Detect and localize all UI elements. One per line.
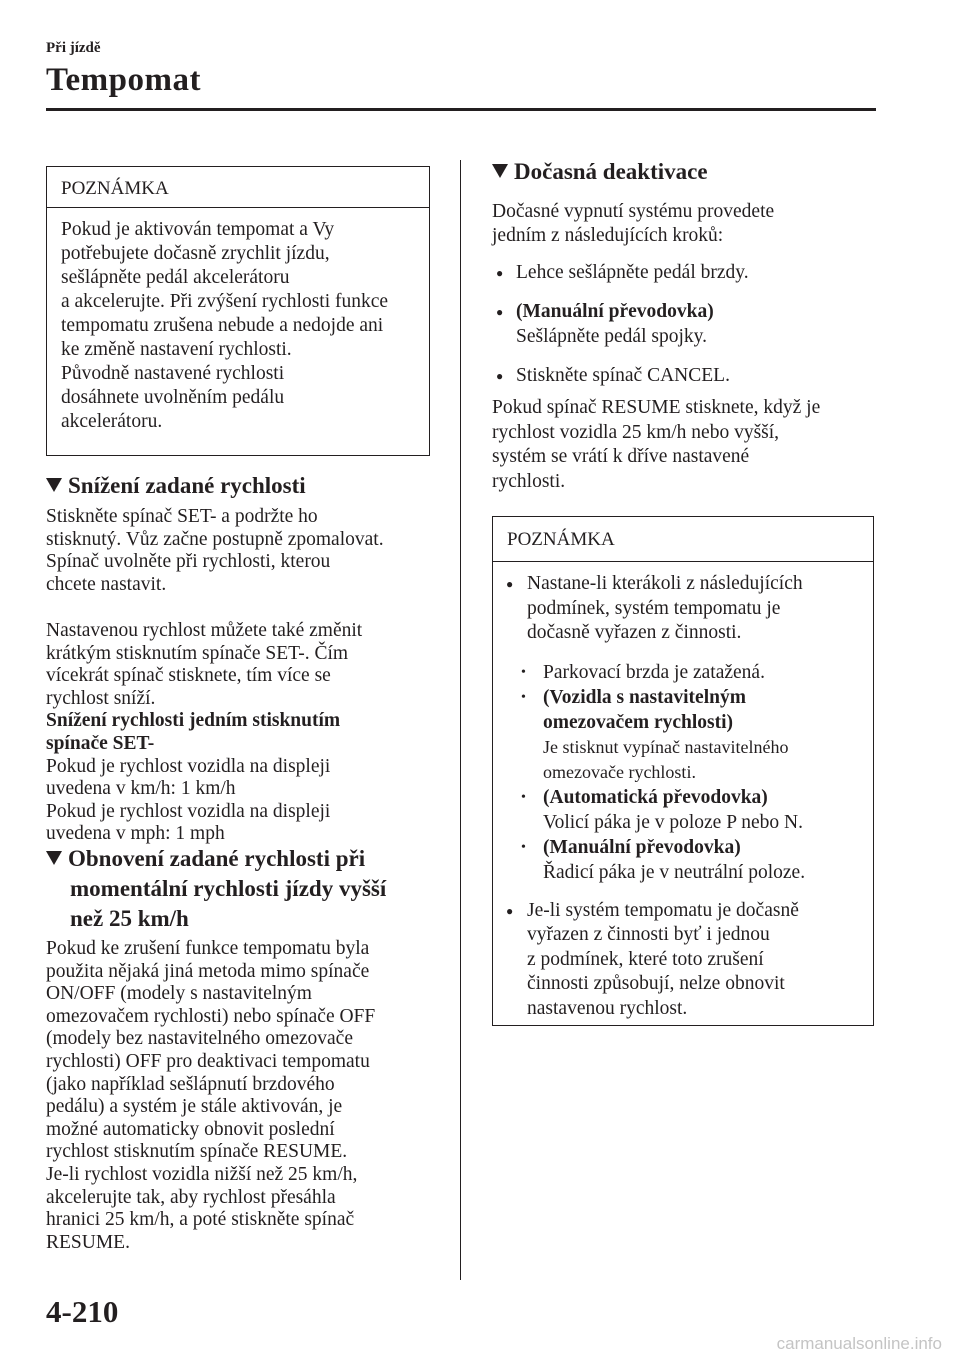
text-line: možné automaticky obnovit poslední [46, 1118, 335, 1140]
note-bullet [503, 572, 863, 646]
bold-text-line: Snížení rychlosti jedním stisknutím [46, 710, 341, 732]
note-heading: POZNÁMKA [61, 178, 169, 199]
heading-text: Obnovení zadané rychlosti při [68, 846, 366, 871]
text-line: Je-li systém tempomatu je dočasně [527, 899, 799, 921]
text-line: Dočasné vypnutí systému provedete [492, 201, 775, 222]
bullet-icon: ● [506, 903, 514, 918]
column-divider [460, 160, 461, 1280]
note-body [47, 208, 429, 444]
heading-resume [46, 844, 456, 934]
text-line: hranici 25 km/h, a poté stiskněte spínač [46, 1209, 355, 1231]
text-line: a akcelerujte. Při zvýšení rychlosti funkce [61, 291, 389, 312]
page-number: 4-210 [46, 1294, 119, 1329]
text-line: omezovače rychlosti. [543, 761, 696, 782]
text-line: Nastane-li kterákoli z následujících [527, 573, 803, 594]
paragraph-resume [46, 938, 456, 1254]
triangle-icon [492, 164, 508, 178]
bold-text-line: spínače SET- [46, 732, 155, 754]
text-line: rychlost stisknutím spínače RESUME. [46, 1141, 348, 1163]
text-line: potřebujete dočasně zrychlit jízdu, [61, 243, 330, 264]
bullet-bold: (Manuální převodovka) [516, 301, 714, 322]
text-line: podmínek, systém tempomatu je [527, 597, 781, 619]
bullet-icon: ● [506, 577, 514, 591]
paragraph-deact-after [492, 396, 882, 494]
triangle-icon [46, 478, 62, 492]
text-line: vícekrát spínač stisknete, tím více se [46, 665, 331, 687]
text-line: tempomatu zrušena nebude a nedojde ani [61, 315, 384, 336]
bullet-icon: • [521, 789, 526, 805]
text-line: činnosti způsobují, nelze obnovit [527, 973, 785, 994]
text-line: akcelerujte tak, aby rychlost přesáhla [46, 1186, 336, 1208]
bullet-icon: ● [496, 305, 504, 319]
text-line: Pokud spínač RESUME stisknete, když je [492, 397, 821, 418]
note-bullet [503, 899, 863, 1022]
text-line: nastavenou rychlost. [527, 997, 688, 1019]
text-line: uvedena v km/h: 1 km/h [46, 778, 236, 800]
text-line: uvedena v mph: 1 mph [46, 823, 225, 845]
list-item [492, 260, 882, 285]
text-line: Pokud ke zrušení funkce tempomatu byla [46, 938, 370, 959]
text-line: systém se vrátí k dříve nastavené [492, 446, 750, 467]
sub-bold: (Manuální převodovka) [543, 836, 741, 858]
text-line: Pokud je rychlost vozidla na displeji [46, 800, 331, 822]
deactivation-list [492, 260, 882, 402]
text-line: Volicí páka je v poloze P nebo N. [543, 811, 803, 833]
text-line: omezovačem rychlosti) nebo spínače OFF [46, 1005, 376, 1027]
text-line: pedálu) a systém je stále aktivován, je [46, 1096, 343, 1118]
text-line: Spínač uvolněte při rychlosti, kterou [46, 551, 331, 573]
text-line: (modely bez nastavitelného omezovače [46, 1028, 353, 1050]
text-line: vyřazen z činnosti byť i jednou [527, 924, 770, 945]
text-line: ON/OFF (modely s nastavitelným [46, 983, 312, 1005]
text-line: akcelerátoru. [61, 411, 163, 432]
paragraph-deact-intro [492, 200, 882, 248]
text-line: rychlosti) OFF pro deaktivaci tempomatu [46, 1050, 370, 1072]
note-body [493, 562, 873, 1021]
text-line: krátkým stisknutím spínače SET-. Čím [46, 642, 349, 664]
triangle-icon [46, 851, 62, 865]
heading-text: Snížení zadané rychlosti [68, 473, 306, 498]
text-line: Pokud je aktivován tempomat a Vy [61, 219, 335, 240]
text-line: Řadicí páka je v neutrální poloze. [543, 861, 806, 883]
list-item [492, 299, 882, 349]
bullet-text: Stiskněte spínač CANCEL. [516, 365, 730, 386]
note-sub-item [503, 785, 863, 835]
text-line: rychlost vozidla 25 km/h nebo vyšší, [492, 421, 780, 443]
bullet-icon: • [521, 839, 526, 855]
bullet-text: Lehce sešlápněte pedál brzdy. [516, 262, 749, 283]
page-title: Tempomat [46, 62, 201, 98]
text-line: Původně nastavené rychlosti [61, 363, 285, 384]
heading-text-line3: než 25 km/h [70, 906, 189, 931]
text-line: z podmínek, které toto zrušení [527, 948, 764, 970]
text-line: Je-li rychlost vozidla nižší než 25 km/h, [46, 1163, 358, 1185]
text-line: Je stisknut vypínač nastavitelného [543, 736, 789, 757]
text-line: Nastavenou rychlost můžete také změnit [46, 620, 363, 641]
note-sub-item [503, 660, 863, 685]
paragraph-reduce-hold [46, 506, 446, 596]
heading-text: Dočasná deaktivace [514, 159, 708, 184]
heading-text-line2: momentální rychlosti jízdy vyšší [70, 876, 387, 901]
sub-bold: omezovačem rychlosti) [543, 711, 734, 733]
note-box-overtake [46, 166, 430, 456]
bullet-icon: ● [496, 266, 504, 280]
note-heading: POZNÁMKA [507, 529, 615, 550]
text-line: Pokud je rychlost vozidla na displeji [46, 755, 331, 777]
text-line: dočasně vyřazen z činnosti. [527, 622, 742, 643]
text-line: dosáhnete uvolněním pedálu [61, 387, 285, 408]
note-box-conditions [492, 516, 874, 1026]
text-line: (jako například sešlápnutí brzdového [46, 1073, 335, 1095]
title-rule [46, 108, 876, 111]
text-line: chcete nastavit. [46, 573, 167, 595]
text-line: jedním z následujících kroků: [492, 225, 724, 246]
text-line: RESUME. [46, 1231, 130, 1253]
text-line: rychlost sníží. [46, 687, 156, 709]
text-line: ke změně nastavení rychlosti. [61, 339, 292, 360]
bullet-icon: • [521, 664, 526, 680]
list-item [492, 363, 882, 388]
text-line: stisknutý. Vůz začne postupně zpomalovat. [46, 528, 384, 550]
text-line: sešlápněte pedál akcelerátoru [61, 267, 290, 288]
section-label: Při jízdě [46, 40, 101, 56]
note-sub-item [503, 835, 863, 885]
heading-temp-deactivation [492, 156, 882, 188]
watermark: carmanualsonline.info [776, 1334, 942, 1353]
text-line: použita nějaká jiná metoda mimo spínače [46, 960, 370, 982]
text-line: rychlosti. [492, 470, 566, 492]
bullet-text: Sešlápněte pedál spojky. [516, 326, 707, 347]
sub-bold: (Automatická převodovka) [543, 786, 768, 808]
bullet-icon: ● [496, 369, 504, 383]
text-line: Parkovací brzda je zatažená. [543, 661, 765, 683]
sub-bold: (Vozidla s nastavitelným [543, 686, 746, 708]
text-line: Stiskněte spínač SET- a podržte ho [46, 506, 318, 527]
heading-reduce-speed [46, 470, 446, 502]
paragraph-reduce-tap [46, 620, 446, 846]
note-sub-item [503, 685, 863, 785]
bullet-icon: • [521, 689, 526, 705]
